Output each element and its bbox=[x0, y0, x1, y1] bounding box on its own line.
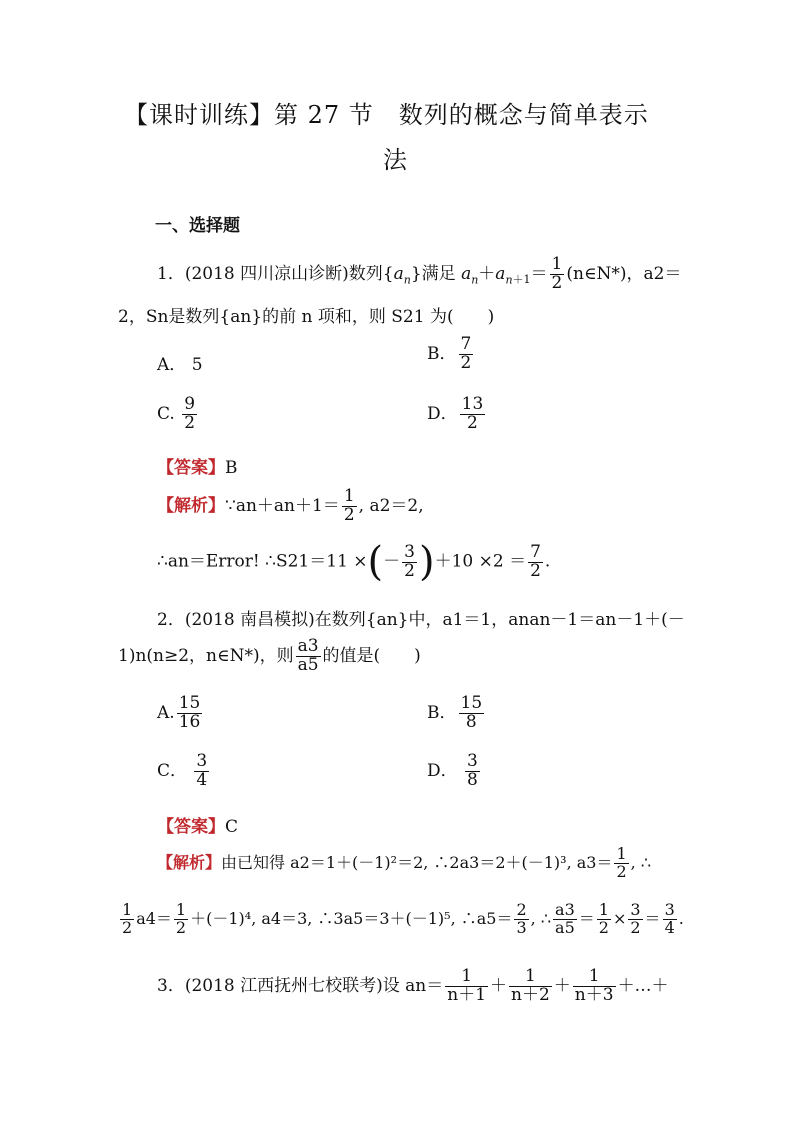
page-title-continued: 法 bbox=[383, 146, 408, 174]
option-d: D． $\frac{13}{2}$ bbox=[427, 394, 484, 433]
question-source: (2018 四川凉山诊断) bbox=[184, 263, 349, 284]
question-1-line2: 2，Sn是数列{an}的前 n 项和，则 S21 为( ) bbox=[118, 307, 495, 327]
analysis-1-line2: ∴an＝Error! ∴S21＝11 ×(－ $\frac{3}{2}$ )＋10 ×2 ＝ $\frac{7}{2}$ . bbox=[157, 539, 551, 585]
option-d: D． $\frac{3}{8}$ bbox=[427, 751, 478, 790]
question-3-stem: 3．(2018 江西抚州七校联考)设 an＝ $\frac{1}{n+1}$ ＋ $\frac{1}{n+2}$ ＋ $\frac{1}{n+3}$ ＋…＋ bbox=[157, 966, 669, 1005]
option-b: B． $\frac{7}{2}$ bbox=[427, 334, 472, 373]
option-c: C． $\frac{3}{4}$ bbox=[157, 751, 208, 790]
analysis-2-line1: 【解析】由已知得 a2＝1＋(－1)²＝2, ∴2a3＝2＋(－1)³, a3＝ $\frac{1}{2}$ , ∴ bbox=[157, 844, 652, 881]
option-a: A． 5 bbox=[157, 355, 203, 375]
analysis-2-line2: $\frac{1}{2}$ a4＝ $\frac{1}{2}$ ＋(－1)⁴, a4＝3, ∴3a5＝3＋(－1)⁵, ∴a5＝ $\frac{2}{3}$ , ∴ $\frac{a3}{a5}$ ＝ $\frac{1}{2}$ × $\frac{3}{2}$ ＝ $\frac{3}{4}$ . bbox=[122, 900, 684, 937]
analysis-1-line1: 【解析】∵an＋an＋1＝ $\frac{1}{2}$ , a2＝2, bbox=[157, 486, 424, 525]
question-2-line2: 1)n(n≥2，n∈N*)，则 $\frac{a3}{a5}$ 的值是( ) bbox=[118, 636, 421, 675]
answer-1: 【答案】B bbox=[157, 458, 238, 478]
option-a: A. $\frac{15}{16}$ bbox=[157, 693, 201, 732]
question-number: 1． bbox=[157, 263, 185, 284]
question-2-stem: 2．(2018 南昌模拟)在数列{an}中，a1＝1，anan－1＝an－1＋(－ bbox=[157, 610, 685, 630]
answer-2: 【答案】C bbox=[157, 817, 239, 837]
section-heading: 一、选择题 bbox=[155, 216, 240, 236]
fraction: $\frac{1}{2}$ bbox=[551, 254, 563, 293]
question-1-stem: 1．(2018 四川凉山诊断)数列$\{a_n\}$满足 $a_n+a_{n+1}=$ $\frac{1}{2}$ (n∈N*)，a2＝ bbox=[157, 254, 682, 293]
option-b: B． $\frac{15}{8}$ bbox=[427, 693, 483, 732]
page-title: 【课时训练】第 27 节 数列的概念与简单表示 bbox=[124, 101, 649, 129]
option-c: C. $\frac{9}{2}$ bbox=[157, 394, 196, 433]
